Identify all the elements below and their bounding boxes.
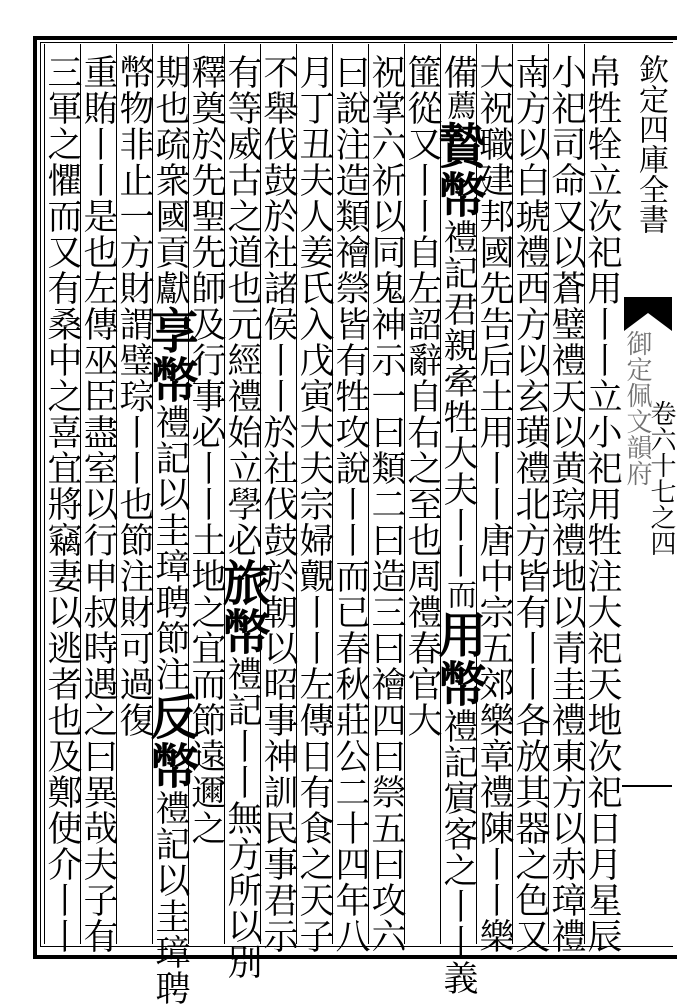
section-title-partial: 御定佩文韻府 xyxy=(622,330,652,486)
column-text: 祝掌六祈以同鬼神示一曰類二曰造三曰禬四曰禜五曰攻六 xyxy=(366,54,406,954)
column-text: 薦 xyxy=(441,90,476,121)
entry-heading: 贄幣 xyxy=(430,121,486,219)
text-column xyxy=(40,54,84,954)
column-text: 月丁丑夫人姜氏入戊寅大夫宗婦覿丨丨左傳日有食之天子 xyxy=(294,54,334,954)
column-text: 禮記賔客之丨丨義 xyxy=(438,708,478,996)
column-text: 禮記以圭璋聘 xyxy=(150,790,190,1006)
column-text: 釋奠於先聖先師及行事必丨丨土地之宜而節遠邇之 xyxy=(186,54,226,846)
column-text: 重賄丨丨是也左傳巫臣盡室以行申叔時遇之曰異哉夫子有 xyxy=(78,54,118,954)
column-text: 期也疏衆國貢獻 xyxy=(150,54,190,306)
column-text: 幣物非止一方財謂璧琮丨丨也節注財可過復 xyxy=(114,54,154,738)
column-text: 三軍之懼而又有桑中之喜宜將竊妻以逃者也及鄭使介丨丨 xyxy=(42,54,82,954)
entry-heading: 反幣 xyxy=(142,692,198,790)
column-text: 禮記丨丨無方所以別 xyxy=(222,656,262,980)
column-text: 帛牲牷立次祀用丨丨立小祀用牲注大祀天地次祀日月星辰 xyxy=(582,54,622,954)
column-text: 而 xyxy=(441,579,476,610)
column-text: 禮記以圭璋聘節注 xyxy=(150,404,190,692)
column-text: 小祀司命又以蒼璧禮天以黄琮禮地以青圭禮東方以赤璋禮 xyxy=(546,54,586,954)
entry-heading: 用幣 xyxy=(430,610,486,708)
column-text: 曰說注造類禬禜皆有牲攻說丨丨而已春秋莊公二十四年八 xyxy=(330,54,370,954)
column-text: 篚從又丨丨自左詔辭自右之至也周禮春官大 xyxy=(402,54,442,738)
column-text: 有等威古之道也元經禮始立學必 xyxy=(222,54,262,558)
fold-divider xyxy=(622,785,672,787)
column-rule xyxy=(44,44,45,944)
entry-heading: 享幣 xyxy=(142,306,198,404)
entry-heading: 旅幣 xyxy=(214,558,270,656)
volume-label: 卷六十七之四 xyxy=(646,400,676,556)
column-text: 南方以白琥禮西方以玄璜禮北方皆有丨丨各放其器之色又 xyxy=(510,54,550,954)
column-text: 不舉伐鼓於社諸侯丨丨於社伐鼓於朝以昭事神訓民事君示 xyxy=(258,54,298,954)
column-text: 備 xyxy=(438,54,478,90)
book-title: 欽定四庫全書 xyxy=(633,54,668,234)
column-text: 禮記君親牽牲大夫丨丨 xyxy=(438,219,478,579)
fishtail-mark-icon xyxy=(624,297,672,331)
column-text: 大祝職建邦國先告后土用丨丨唐中宗五郊樂章禮陳丨丨樂 xyxy=(474,54,514,954)
